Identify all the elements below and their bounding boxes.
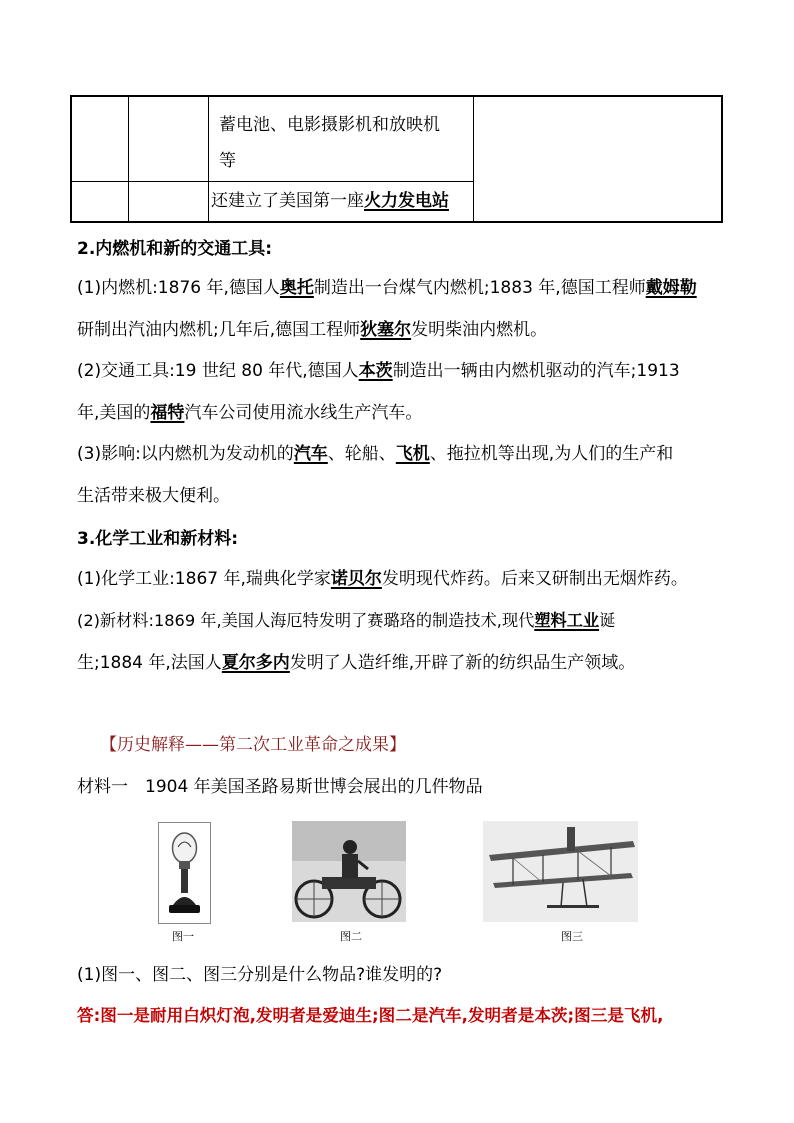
table-row2-prefix: 还建立了美国第一座: [211, 191, 364, 211]
s2-p2-line2: [77, 401, 422, 425]
s2-p1-text-c: 制造出一台煤气内燃机;1883 年,德国工程师: [313, 278, 646, 298]
s3-p1-line1: [77, 567, 688, 591]
table-cell-powerplant: [209, 182, 474, 222]
s2-p3-blank-plane: 飞机: [395, 444, 430, 464]
answer-1: [77, 1004, 663, 1028]
s3-p2-text-a: (2)新材料:1869 年,美国人海厄特发明了赛璐珞的制造技术,现代: [77, 611, 535, 630]
table-cell-empty-2: [129, 96, 209, 182]
s2-p3-text-d: 、拖拉机等出现,为人们的生产和: [429, 444, 674, 464]
s3-p2-text-e: 发明了人造纤维,开辟了新的纺织品生产领域。: [289, 653, 636, 673]
figure3-caption: 图三: [561, 930, 583, 943]
s2-p1-text-e: 发明柴油内燃机。: [411, 320, 548, 340]
s2-p2-blank-benz: 本茨: [358, 361, 393, 381]
s2-p1-text-a: (1)内燃机:1876 年,德国人: [77, 278, 280, 298]
table-cell-empty-5: [129, 182, 209, 222]
figure-biplane: [483, 821, 638, 922]
s3-p2-text-d: 生;1884 年,法国人: [77, 653, 222, 673]
s3-p1-blank-nobel: 诺贝尔: [330, 569, 382, 589]
table-cell-empty-3: [474, 96, 723, 222]
s3-p2-text-c: 诞: [599, 611, 616, 630]
section2-heading: 2.内燃机和新的交通工具:: [77, 239, 273, 259]
s3-p2-line1: [77, 609, 615, 633]
answer-text: 图一是耐用白炽灯泡,发明者是爱迪生;图二是汽车,发明者是本茨;图三是飞机,: [100, 1006, 664, 1025]
table-row2-blank: 火力发电站: [364, 191, 449, 211]
s2-p3-line2: 生活带来极大便利。: [77, 486, 230, 506]
section3-heading: 3.化学工业和新材料:: [77, 529, 239, 549]
s2-p2-text-e: 汽车公司使用流水线生产汽车。: [184, 403, 423, 423]
early-car-icon: [292, 821, 406, 922]
s2-p3-text-a: (3)影响:以内燃机为发动机的: [77, 444, 294, 464]
s2-p2-text-c: 制造出一辆由内燃机驱动的汽车;1913: [392, 361, 680, 381]
answer-label: 答:: [77, 1006, 101, 1025]
table-cell-empty-1: [71, 96, 129, 182]
light-bulb-icon: [159, 823, 210, 923]
s2-p1-text-d: 研制出汽油内燃机;几年后,德国工程师: [77, 320, 361, 340]
table-cell-empty-4: [71, 182, 129, 222]
s2-p1-blank-daimler: 戴姆勒: [645, 278, 697, 298]
figure-light-bulb: [158, 822, 211, 924]
s2-p2-text-d: 年,美国的: [77, 403, 151, 423]
question-1: (1)图一、图二、图三分别是什么物品?谁发明的?: [77, 965, 443, 985]
s2-p3-blank-car: 汽车: [293, 444, 328, 464]
invention-table: [70, 95, 723, 223]
figure-early-car: [292, 821, 406, 922]
s2-p1-line1: [77, 276, 697, 300]
material-one-label: 材料一 1904 年美国圣路易斯世博会展出的几件物品: [77, 777, 483, 797]
s3-p1-text-c: 发明现代炸药。后来又研制出无烟炸药。: [381, 569, 688, 589]
s3-p2-line2: [77, 651, 635, 675]
s2-p1-blank-diesel: 狄塞尔: [360, 320, 412, 340]
s2-p2-blank-ford: 福特: [150, 403, 185, 423]
s3-p2-blank-chardonnet: 夏尔多内: [221, 653, 290, 673]
s2-p1-blank-otto: 奥托: [279, 278, 314, 298]
biplane-icon: [483, 821, 638, 922]
table-cell-inventions: [209, 96, 474, 182]
interpretation-title: 【历史解释——第二次工业革命之成果】: [100, 735, 406, 755]
s3-p1-text-a: (1)化学工业:1867 年,瑞典化学家: [77, 569, 331, 589]
figure1-caption: 图一: [172, 930, 194, 943]
table-row1-line1: 蓄电池、电影摄影机和放映机: [219, 115, 440, 135]
s2-p2-line1: [77, 359, 680, 383]
s2-p2-text-a: (2)交通工具:19 世纪 80 年代,德国人: [77, 361, 359, 381]
table-row1-line2: 等: [219, 151, 236, 171]
figure2-caption: 图二: [340, 930, 362, 943]
s3-p2-blank-plastics: 塑料工业: [534, 611, 600, 630]
s2-p3-line1: [77, 442, 673, 466]
s2-p1-line2: [77, 318, 547, 342]
s2-p3-text-c: 、轮船、: [327, 444, 396, 464]
